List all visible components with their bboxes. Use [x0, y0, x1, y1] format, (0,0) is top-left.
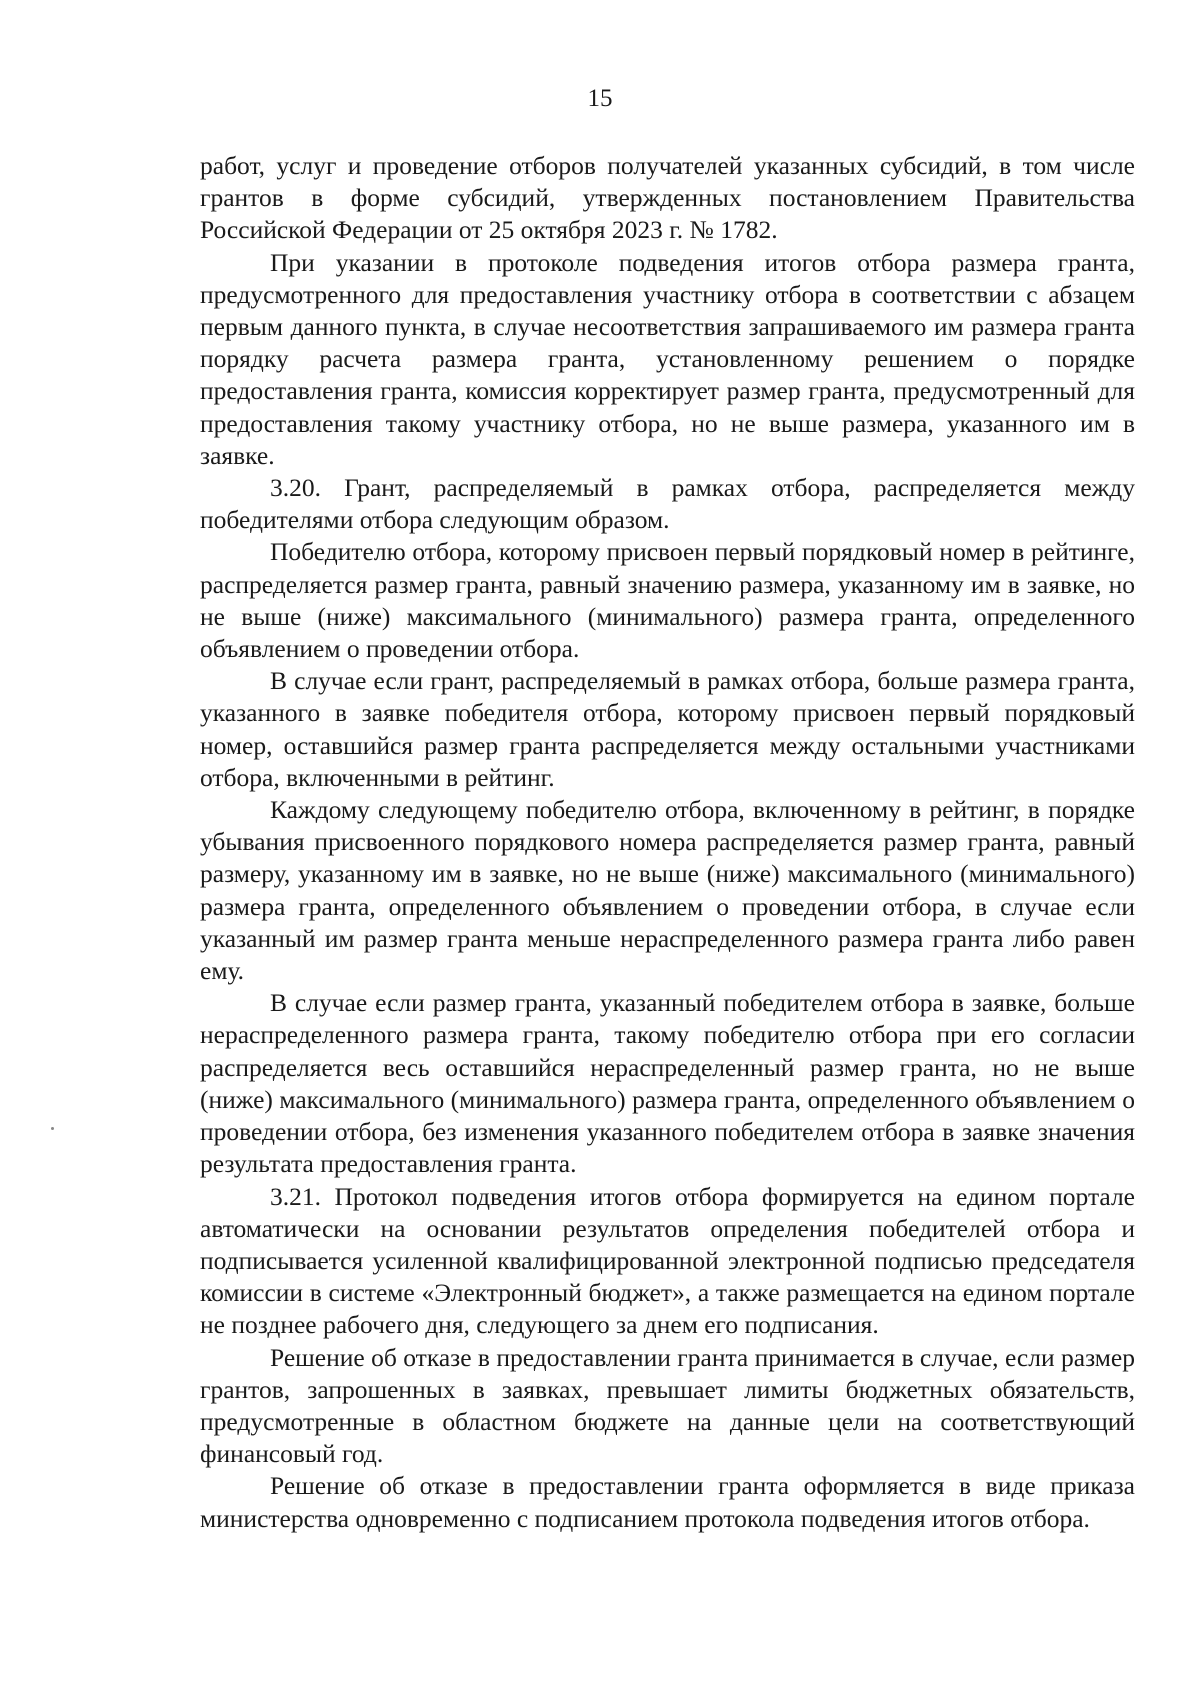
scan-speck [51, 1127, 54, 1130]
paragraph-remaining-grant: В случае если грант, распределяемый в рамках отбора, больше размера гранта, указанного в заявке победителя отбора, которому присвоен первый порядковый номер, оставшийся размер гранта распределяется между остальными участниками отбора, включенными в рейтинг. [200, 666, 1135, 792]
document-body [200, 150, 1135, 1535]
paragraph-refusal-decision: Решение об отказе в предоставлении гранта принимается в случае, если размер грантов, запрошенных в заявках, превышает лимиты бюджетных обязательств, предусмотренные в областном бюджете на данные цели на соответствующий финансовый год. [200, 1342, 1135, 1469]
paragraph-3-20: 3.20. Грант, распределяемый в рамках отбора, распределяется между победителями отбора следующим образом. [200, 473, 1135, 535]
page-number: 15 [587, 85, 613, 112]
paragraph-3-21: 3.21. Протокол подведения итогов отбора формируется на едином портале автоматически на основании результатов определения победителей отбора и подписывается усиленной квалифицированной электронной подписью председателя комиссии в системе «Электронный бюджет», а также размещается на едином портале не позднее рабочего дня, следующего за днем его подписания. [200, 1181, 1135, 1340]
paragraph-next-winner: Каждому следующему победителю отбора, включенному в рейтинг, в порядке убывания присвоенного порядкового номера распределяется размер гранта, равный размеру, указанному им в заявке, но не выше (ниже) максимального (минимального) размера гранта, определенного объявлением о проведении отбора, в случае если указанный им размер гранта меньше нераспределенного размера гранта либо равен ему. [200, 795, 1135, 986]
paragraph-refusal-order: Решение об отказе в предоставлении гранта оформляется в виде приказа министерства одновременно с подписанием протокола подведения итогов отбора. [200, 1471, 1135, 1533]
paragraph-continuation: работ, услуг и проведение отборов получателей указанных субсидий, в том числе грантов в форме субсидий, утвержденных постановлением Правительства Российской Федерации от 25 октября 2023 г. № 1782. [200, 151, 1135, 245]
paragraph-grant-correction: При указании в протоколе подведения итогов отбора размера гранта, предусмотренного для предоставления участнику отбора в соответствии с абзацем первым данного пункта, в случае несоответствия запрашиваемого им размера гранта порядку расчета размера гранта, установленному решением о порядке предоставления гранта, комиссия корректирует размер гранта, предусмотренный для предоставления такому участнику отбора, но не выше размера, указанного им в заявке. [200, 247, 1135, 470]
paragraph-undistributed-grant: В случае если размер гранта, указанный победителем отбора в заявке, больше нераспределенного размера гранта, такому победителю отбора при его согласии распределяется весь оставшийся нераспределенный размер гранта, но не выше (ниже) максимального (минимального) размера гранта, определенного объявлением о проведении отбора, без изменения указанного победителем отбора в заявке значения результата предоставления гранта. [200, 988, 1135, 1179]
paragraph-first-winner: Победителю отбора, которому присвоен первый порядковый номер в рейтинге, распределяется размер гранта, равный значению размера, указанному им в заявке, но не выше (ниже) максимального (минимального) размера гранта, определенного объявлением о проведении отбора. [200, 537, 1135, 664]
